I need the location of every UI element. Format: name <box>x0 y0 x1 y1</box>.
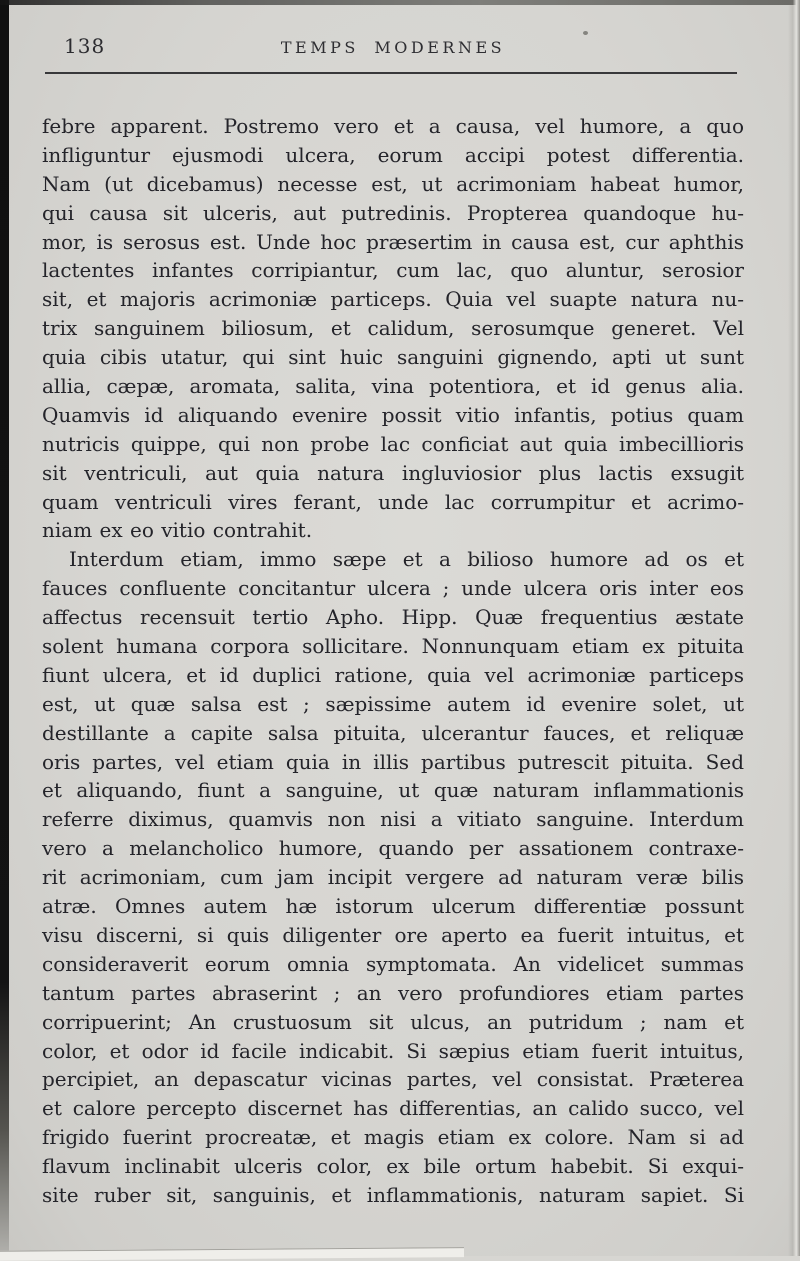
text-block <box>42 112 744 1210</box>
text-line: febre apparent. Postremo vero et a causa, vel humore, a quo <box>42 114 744 138</box>
text-line: et aliquando, fiunt a sanguine, ut quæ naturam inflammationis <box>42 778 744 803</box>
text-line: mor, is serosus est. Unde hoc præsertim in causa est, cur aphthis <box>42 229 744 254</box>
scan-edge-right <box>788 0 800 1256</box>
text-line: oris partes, vel etiam quia in illis partibus putrescit pituita. Sed <box>42 749 744 774</box>
text-line: referre diximus, quamvis non nisi a vitiato sanguine. Interdum <box>42 807 744 832</box>
text-line: frigido fuerint procreatæ, et magis etiam ex colore. Nam si ad <box>42 1125 744 1150</box>
text-line: atræ. Omnes autem hæ istorum ulcerum differentiæ possunt <box>42 894 744 919</box>
text-line: niam ex eo vitio contrahit. <box>42 518 313 543</box>
text-line: percipiet, an depascatur vicinas partes, vel consistat. Præterea <box>42 1067 744 1092</box>
ink-speck <box>583 31 588 35</box>
text-line: solent humana corpora sollicitare. Nonnunquam etiam ex pituita <box>42 634 744 659</box>
text-line: infliguntur ejusmodi ulcera, eorum accipi potest differentia. <box>42 142 744 167</box>
text-line: fauces confluente concitantur ulcera ; unde ulcera oris inter eos <box>42 576 744 601</box>
scan-edge-top <box>0 0 800 5</box>
page-number: 138 <box>64 34 106 58</box>
text-line: fiunt ulcera, et id duplici ratione, quia vel acrimoniæ particeps <box>42 662 744 687</box>
running-title: TEMPS MODERNES <box>280 38 506 57</box>
text-line: color, et odor id facile indicabit. Si sæpius etiam fuerit intuitus, <box>42 1038 744 1063</box>
header-rule <box>45 72 737 74</box>
text-line: rit acrimoniam, cum jam incipit vergere ad naturam veræ bilis <box>42 865 744 890</box>
text-line: nutricis quippe, qui non probe lac conficiat aut quia imbecillioris <box>42 431 744 456</box>
text-line: affectus recensuit tertio Apho. Hipp. Quæ frequentius æstate <box>42 605 744 630</box>
text-line: corripuerint; An crustuosum sit ulcus, an putridum ; nam et <box>42 1009 744 1034</box>
text-line: site ruber sit, sanguinis, et inflammationis, naturam sapiet. Si <box>42 1182 744 1207</box>
text-line: quam ventriculi vires ferant, unde lac corrumpitur et acrimo- <box>42 489 744 514</box>
scan-edge-left <box>0 0 9 1256</box>
text-line: sit, et majoris acrimoniæ particeps. Quia vel suapte natura nu- <box>42 287 744 312</box>
text-line: lactentes infantes corripiantur, cum lac, quo aluntur, serosior <box>42 258 744 283</box>
scan-edge-bottom <box>0 1247 464 1261</box>
text-line: Interdum etiam, immo sæpe et a bilioso humore ad os et <box>69 547 744 572</box>
text-line: tantum partes abraserint ; an vero profundiores etiam partes <box>42 980 744 1005</box>
text-line: consideraverit eorum omnia symptomata. An videlicet summas <box>42 951 744 976</box>
text-line: Quamvis id aliquando evenire possit vitio infantis, potius quam <box>42 402 744 427</box>
text-line: qui causa sit ulceris, aut putredinis. Propterea quandoque hu- <box>42 200 744 225</box>
text-line: quia cibis utatur, qui sint huic sanguini gignendo, apti ut sunt <box>42 345 744 370</box>
text-line: trix sanguinem biliosum, et calidum, serosumque generet. Vel <box>42 316 744 341</box>
text-line: flavum inclinabit ulceris color, ex bile ortum habebit. Si exqui- <box>42 1154 744 1179</box>
text-line: est, ut quæ salsa est ; sæpissime autem id evenire solet, ut <box>42 691 744 716</box>
text-line: sit ventriculi, aut quia natura ingluviosior plus lactis exsugit <box>42 460 744 485</box>
text-line: vero a melancholico humore, quando per assationem contraxe- <box>42 836 744 861</box>
text-line: et calore percepto discernet has differentias, an calido succo, vel <box>42 1096 744 1121</box>
text-line: allia, cæpæ, aromata, salita, vina potentiora, et id genus alia. <box>42 374 744 399</box>
page-header <box>42 0 744 80</box>
text-line: Nam (ut dicebamus) necesse est, ut acrimoniam habeat humor, <box>42 171 744 196</box>
text-line: destillante a capite salsa pituita, ulcerantur fauces, et reliquæ <box>42 720 744 745</box>
text-line: visu discerni, si quis diligenter ore aperto ea fuerit intuitus, et <box>42 922 744 947</box>
